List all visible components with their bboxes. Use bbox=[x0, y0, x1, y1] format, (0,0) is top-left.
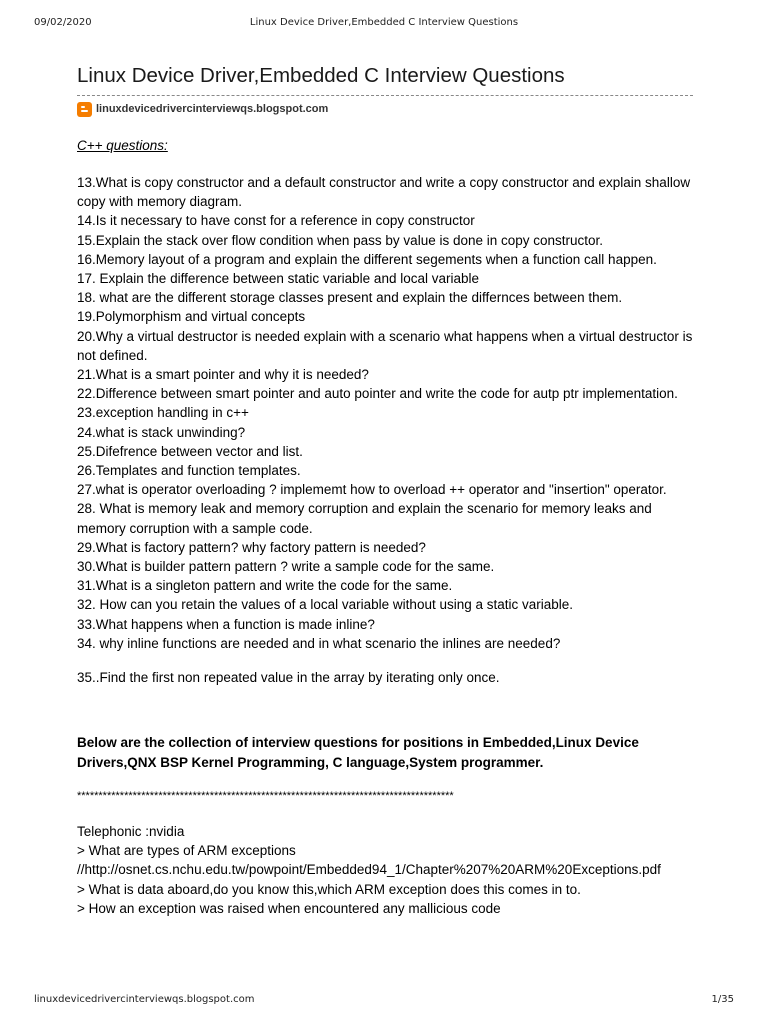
blogger-icon bbox=[77, 102, 92, 117]
telephonic-section bbox=[77, 822, 693, 918]
telephonic-line: > What is data aboard,do you know this,which ARM exception does this comes in to. bbox=[77, 881, 581, 897]
question-item: 30.What is builder pattern pattern ? write a sample code for the same. bbox=[77, 559, 495, 575]
print-page-title: Linux Device Driver,Embedded C Interview Questions bbox=[249, 17, 519, 28]
question-item: 25.Difefrence between vector and list. bbox=[77, 443, 303, 459]
document-title: Linux Device Driver,Embedded C Interview Questions bbox=[77, 62, 693, 96]
question-item: 20.Why a virtual destructor is needed explain with a scenario what happens when a virtual destructor is not defined. bbox=[77, 328, 693, 363]
question-item: 34. why inline functions are needed and in what scenario the inlines are needed? bbox=[77, 635, 561, 651]
print-header bbox=[34, 16, 734, 30]
question-item: 31.What is a singleton pattern and write the code for the same. bbox=[77, 578, 453, 594]
question-item: 27.what is operator overloading ? implememt how to overload ++ operator and "insertion" operator. bbox=[77, 482, 667, 498]
telephonic-line: > How an exception was raised when encountered any mallicious code bbox=[77, 900, 501, 916]
print-date: 09/02/2020 bbox=[34, 17, 92, 28]
question-item: 26.Templates and function templates. bbox=[77, 463, 301, 479]
telephonic-link[interactable]: //http://osnet.cs.nchu.edu.tw/powpoint/Embedded94_1/Chapter%207%20ARM%20Exceptions.pdf bbox=[77, 862, 661, 878]
source-line bbox=[77, 101, 693, 117]
question-item: 19.Polymorphism and virtual concepts bbox=[77, 309, 306, 325]
telephonic-line: > What are types of ARM exceptions bbox=[77, 843, 296, 859]
question-item: 17. Explain the difference between static variable and local variable bbox=[77, 271, 480, 287]
question-list bbox=[77, 173, 693, 653]
collection-note: Below are the collection of interview questions for positions in Embedded,Linux Device Drivers,QNX BSP Kernel Programming, C language,System programmer. bbox=[77, 735, 639, 770]
question-35: 35..Find the first non repeated value in the array by iterating only once. bbox=[77, 670, 500, 686]
question-item: 23.exception handling in c++ bbox=[77, 405, 249, 421]
question-item: 15.Explain the stack over flow condition when pass by value is done in copy constructor. bbox=[77, 232, 604, 248]
question-item: 28. What is memory leak and memory corruption and explain the scenario for memory leaks and memory corruption with a sample code. bbox=[77, 501, 652, 536]
question-item: 18. what are the different storage classes present and explain the differnces between them. bbox=[77, 290, 623, 306]
page-number: 1/35 bbox=[711, 994, 734, 1005]
source-link[interactable]: linuxdevicedrivercinterviewqs.blogspot.com bbox=[96, 103, 329, 115]
section-heading: C++ questions: bbox=[77, 138, 168, 153]
question-item: 22.Difference between smart pointer and auto pointer and write the code for autp ptr implementation. bbox=[77, 386, 678, 402]
document-content bbox=[77, 62, 693, 918]
question-item: 33.What happens when a function is made inline? bbox=[77, 616, 375, 632]
question-item: 32. How can you retain the values of a local variable without using a static variable. bbox=[77, 597, 574, 613]
question-item: 21.What is a smart pointer and why it is needed? bbox=[77, 367, 369, 383]
question-item: 14.Is it necessary to have const for a reference in copy constructor bbox=[77, 213, 475, 229]
separator-stars: **************************************************************************************** bbox=[77, 790, 454, 803]
question-item: 13.What is copy constructor and a default constructor and write a copy constructor and explain shallow copy with memory diagram. bbox=[77, 175, 691, 210]
print-footer bbox=[34, 993, 734, 1007]
question-item: 16.Memory layout of a program and explain the different segements when a function call happen. bbox=[77, 251, 657, 267]
footer-url: linuxdevicedrivercinterviewqs.blogspot.com bbox=[34, 994, 255, 1005]
question-item: 24.what is stack unwinding? bbox=[77, 424, 246, 440]
question-item: 29.What is factory pattern? why factory pattern is needed? bbox=[77, 539, 426, 555]
telephonic-line: Telephonic :nvidia bbox=[77, 824, 185, 840]
